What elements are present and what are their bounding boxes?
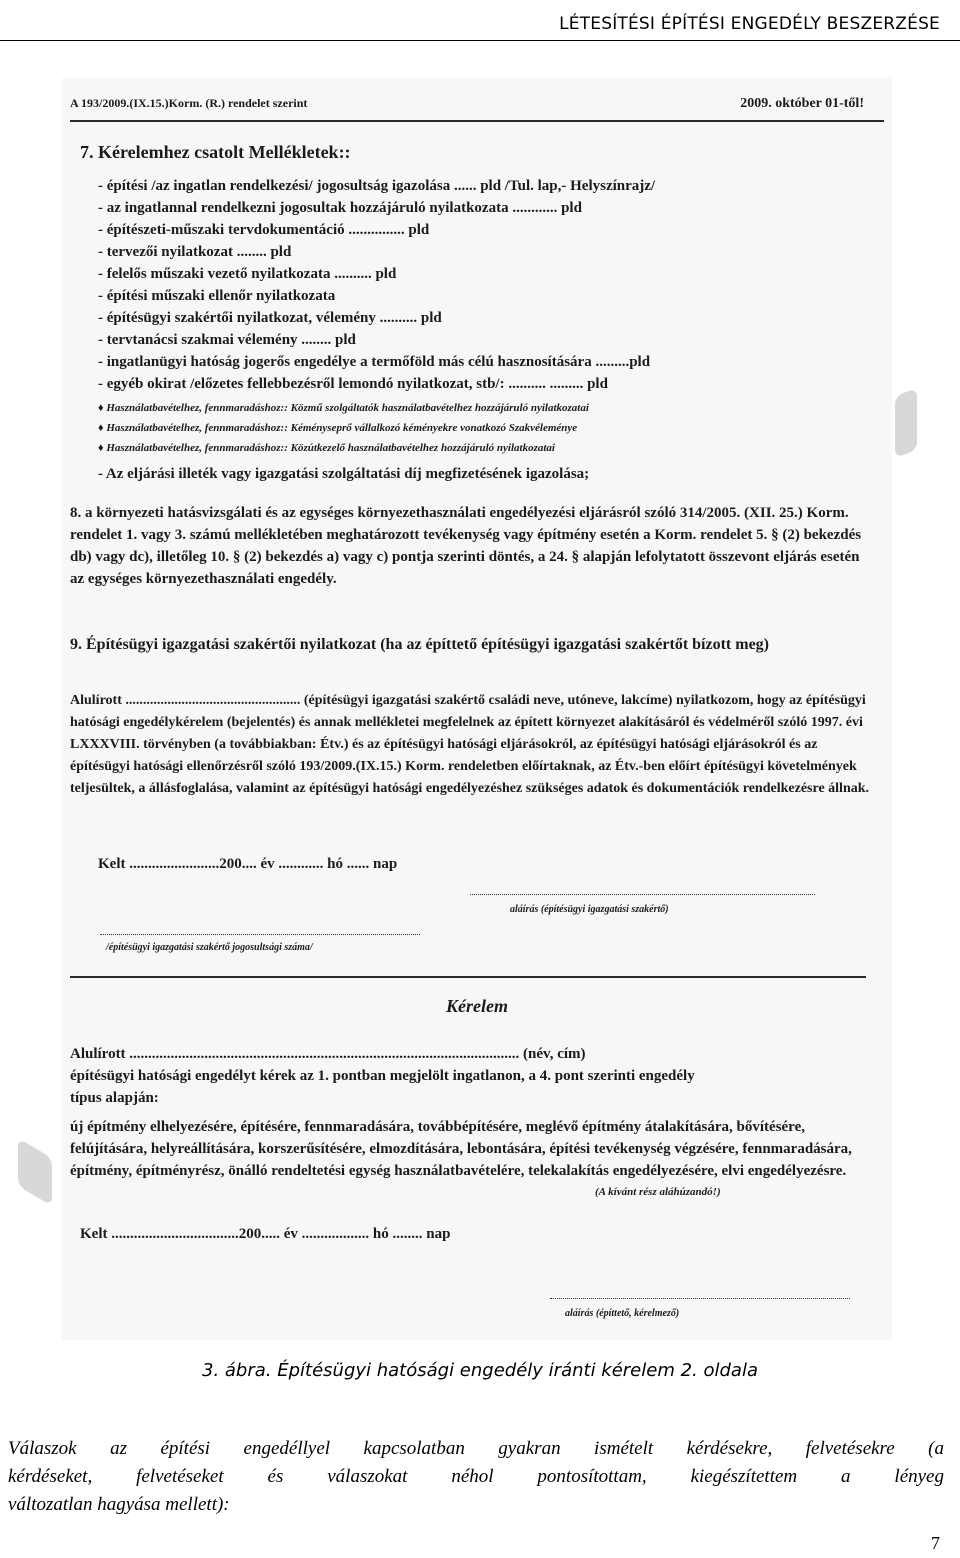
- header-rule: [0, 40, 960, 41]
- signature-caption-2: /építésügyi igazgatási szakértő jogosultsági száma/: [106, 942, 313, 953]
- signature-caption-1: aláírás (építésügyi igazgatási szakértő): [510, 904, 669, 915]
- sec7-bullet: ♦ Használatbavételhez, fennmaradáshoz:: Kéményseprő vállalkozó kéményekre vonatkozó Szakvéleménye: [98, 422, 578, 434]
- section-7-title: 7. Kérelemhez csatolt Mellékletek::: [80, 142, 351, 162]
- kerelem-note: (A kívánt rész aláhúzandó!): [595, 1186, 721, 1198]
- sec7-item: - építésügyi szakértői nyilatkozat, vélemény .......... pld: [98, 310, 442, 326]
- sec7-last: - Az eljárási illeték vagy igazgatási szolgáltatási díj megfizetésének igazolása;: [98, 466, 590, 482]
- sec7-bullet: ♦ Használatbavételhez, fennmaradáshoz:: Közútkezelő használatbavételhez hozzájáruló nyilatkozatai: [98, 442, 555, 454]
- kerelem-line: típus alapján:: [70, 1090, 159, 1106]
- figure-caption: 3. ábra. Építésügyi hatósági engedély iránti kérelem 2. oldala: [202, 1360, 758, 1381]
- signature-line-1: [470, 894, 815, 895]
- signature-line-3: [550, 1298, 850, 1299]
- sec7-item: - az ingatlannal rendelkezni jogosultak hozzájáruló nyilatkozata ............ pld: [98, 200, 582, 216]
- section-8: 8. a környezeti hatásvizsgálati és az egységes környezethasználati engedélyezési eljárásról szóló 314/2005. (XII. 25.) Korm. rendelet 1. vagy 3. számú mellékletében meghatározott tevékenység vagy építmény esetén a Korm. rendelet 5. § (2) bekezdés db) vagy dc), illetőleg 10. § (2) bekezdés a) vagy c) pontja szerinti döntés, a 24. § alapján lefolytatott összevont eljárás esetén az egységes környezethasználati engedély.: [70, 505, 862, 587]
- form-rule-top: [70, 120, 884, 122]
- sec7-item: - építési /az ingatlan rendelkezési/ jogosultság igazolása ...... pld /Tul. lap,- Helyszínrajz/: [98, 178, 656, 194]
- signature-line-2: [100, 934, 420, 935]
- page-number: 7: [931, 1533, 940, 1553]
- body-line: változatlan hagyása mellett):: [8, 1494, 230, 1515]
- form-rule-middle: [70, 976, 866, 978]
- page-header: [0, 0, 960, 42]
- scanned-form-image: [62, 78, 892, 1340]
- kerelem-line: építésügyi hatósági engedélyt kérek az 1. pontban megjelölt ingatlanon, a 4. pont szerinti engedély: [70, 1068, 695, 1084]
- section-9-body: Alulírott .................................................. (építésügyi igazgatási szakértő családi neve, utóneve, lakcíme) nyilatkozom, hogy az építésügyi hatósági engedélykérelem (bejelentés) és annak mellékletei megfelelnek az épített környezet alakításáról és védelméről szóló 1997. évi LXXXVIII. törvényben (a továbbiakban: Étv.) és az építésügyi hatósági eljárásokról, az építésügyi hatósági eljárásokról és az építésügyi hatósági ellenőrzésről szóló 193/2009.(IX.15.) Korm. rendeletben előírtaknak, az Étv.-ben előírt építésügyi követelmények teljesültek, a állásfoglalása, valamint az építésügyi hatósági engedélyezéshez szükséges adatok és dokumentációk rendelkezésre állnak.: [70, 693, 870, 796]
- form-header-right: 2009. október 01-től!: [740, 96, 864, 111]
- sec7-item: - tervezői nyilatkozat ........ pld: [98, 244, 292, 260]
- sec7-item: - építési műszaki ellenőr nyilatkozata: [98, 288, 336, 304]
- decorative-shape-left: [18, 1138, 52, 1206]
- date-line-2: Kelt ..................................200..... év .................. hó ........ nap: [80, 1226, 451, 1242]
- sec7-item: - felelős műszaki vezető nyilatkozata .......... pld: [98, 266, 397, 282]
- kerelem-body: új építmény elhelyezésére, építésére, fennmaradására, továbbépítésére, meglévő építmény átalakítására, bővítésére, felújítására, helyreállítására, korszerűsítésére, elmozdítására, lebontására, építési tevékenység végzésére, fennmaradására, építmény, építményrész, önálló rendeltetési egység használatbavételére, telekalakítás engedélyezésére, elvi engedélyezésre.: [70, 1119, 852, 1179]
- signature-caption-3: aláírás (építtető, kérelmező): [565, 1308, 680, 1319]
- date-line-1: Kelt ........................200.... év ............ hó ...... nap: [98, 856, 398, 872]
- section-9-title: 9. Építésügyi igazgatási szakértői nyilatkozat (ha az építtető építésügyi igazgatási szakértőt bízott meg): [70, 636, 770, 653]
- body-line: kérdéseket, felvetéseket és válaszokat néhol pontosítottam, kiegészítettem a lényeg: [8, 1466, 944, 1487]
- body-paragraph: [8, 1435, 944, 1519]
- sec7-item: - egyéb okirat /előzetes fellebbezésről lemondó nyilatkozat, stb/: .......... ......... pld: [98, 376, 608, 392]
- sec7-item: - ingatlanügyi hatóság jogerős engedélye a termőföld más célú hasznosítására .........pld: [98, 354, 651, 370]
- kerelem-title: Kérelem: [446, 996, 508, 1016]
- header-title: LÉTESÍTÉSI ÉPÍTÉSI ENGEDÉLY BESZERZÉSE: [559, 14, 940, 34]
- body-line: Válaszok az építési engedéllyel kapcsolatban gyakran ismételt kérdésekre, felvetésekre (a: [8, 1438, 944, 1459]
- kerelem-line: Alulírott ........................................................................................................ (név, cím): [70, 1046, 586, 1062]
- decorative-shape-right: [895, 388, 917, 458]
- form-header-left: A 193/2009.(IX.15.)Korm. (R.) rendelet szerint: [70, 96, 308, 110]
- sec7-item: - építészeti-műszaki tervdokumentáció ............... pld: [98, 222, 430, 238]
- sec7-bullet: ♦ Használatbavételhez, fennmaradáshoz:: Közmű szolgáltatók használatbavételhez hozzájáruló nyilatkozatai: [98, 402, 589, 414]
- sec7-item: - tervtanácsi szakmai vélemény ........ pld: [98, 332, 356, 348]
